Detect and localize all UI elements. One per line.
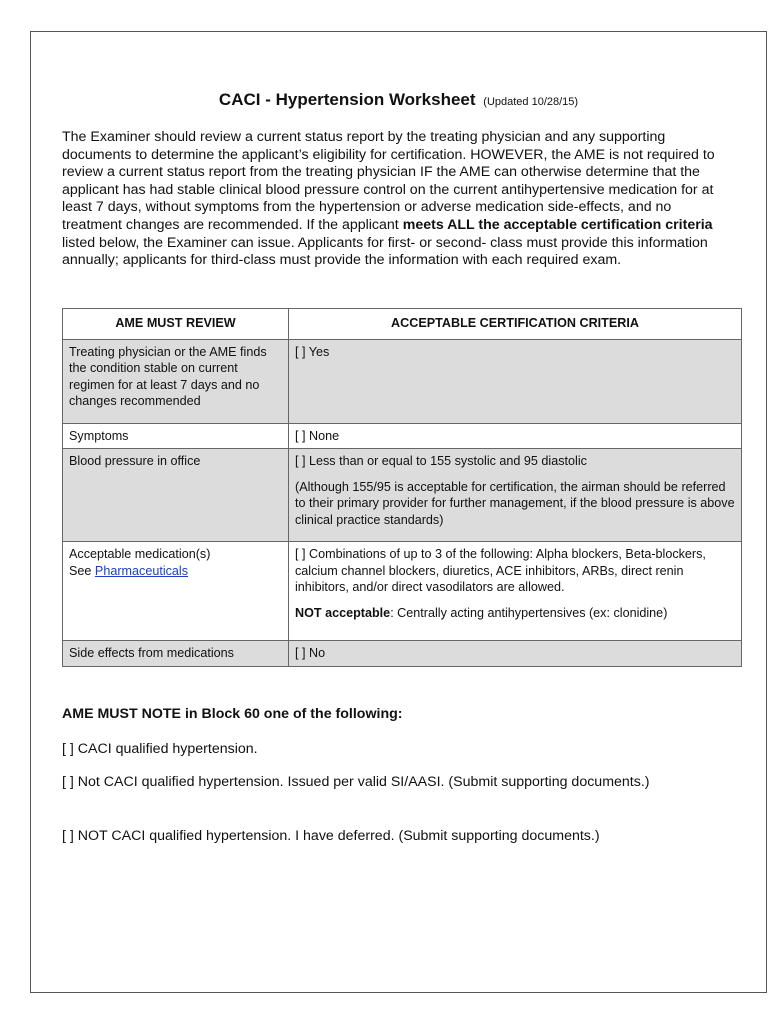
table-row — [63, 449, 742, 542]
note-option-not-qualified-deferred[interactable]: [ ] NOT CACI qualified hypertension. I have deferred. (Submit supporting documents.) — [62, 828, 600, 844]
bp-criteria-checkbox[interactable]: [ ] Less than or equal to 155 systolic and 95 diastolic — [295, 454, 587, 469]
row-criteria-blood-pressure — [289, 449, 742, 542]
page-title — [31, 90, 766, 110]
row-review-stability: Treating physician or the AME finds the condition stable on current regimen for at least 7 days and no changes recommended — [63, 340, 289, 424]
intro-text-1: The Examiner should review a current status report by the treating physician and any supporting documents to determine the applicant’s eligibility for certification. HOWEVER, the AME is not required to review a current status report from the treating physician IF the AME can otherwise determine that the applicant has had stable clinical blood pressure control on the current antihypertensive medication for at least 7 days, without symptoms from the hypertension or adverse medication side-effects, and no treatment changes are recommended. If the applicant — [62, 129, 715, 233]
not-acceptable-label: NOT acceptable — [295, 605, 391, 620]
header-acceptable-criteria: ACCEPTABLE CERTIFICATION CRITERIA — [289, 309, 742, 340]
note-option-not-qualified-issued[interactable]: [ ] Not CACI qualified hypertension. Issued per valid SI/AASI. (Submit supporting documents.) — [62, 774, 650, 790]
row-review-symptoms: Symptoms — [63, 424, 289, 449]
not-acceptable-line — [295, 605, 735, 621]
see-text: See — [69, 563, 95, 578]
medication-see — [69, 563, 282, 579]
not-acceptable-text: : Centrally acting antihypertensives (ex: clonidine) — [390, 605, 668, 620]
row-criteria-side-effects[interactable]: [ ] No — [289, 641, 742, 666]
row-review-medication — [63, 542, 289, 641]
row-criteria-medication — [289, 542, 742, 641]
medication-criteria-checkbox[interactable]: [ ] Combinations of up to 3 of the following: Alpha blockers, Beta-blockers, calcium channel blockers, diuretics, ACE inhibitors, ARBs, direct renin inhibitors, and/or direct vasodilators are allowed. — [295, 547, 706, 595]
table-header-row — [63, 309, 742, 340]
intro-bold: meets ALL the acceptable certification criteria — [402, 216, 713, 233]
table-row — [63, 424, 742, 449]
pharmaceuticals-link[interactable]: Pharmaceuticals — [94, 563, 189, 578]
table-row — [63, 542, 742, 641]
row-review-blood-pressure: Blood pressure in office — [63, 449, 289, 542]
criteria-table — [62, 308, 742, 667]
note-option-qualified[interactable]: [ ] CACI qualified hypertension. — [62, 741, 258, 757]
medication-label: Acceptable medication(s) — [69, 547, 211, 562]
intro-paragraph — [62, 129, 722, 270]
row-review-side-effects: Side effects from medications — [63, 641, 289, 666]
header-ame-must-review: AME MUST REVIEW — [63, 309, 289, 340]
table-row — [63, 340, 742, 424]
table-row — [63, 641, 742, 666]
row-criteria-symptoms[interactable]: [ ] None — [289, 424, 742, 449]
bp-criteria-note: (Although 155/95 is acceptable for certification, the airman should be referred to their primary provider for further management, if the blood pressure is above clinical practice standards) — [295, 479, 735, 527]
title-updated: (Updated 10/28/15) — [483, 96, 579, 108]
title-main: CACI - Hypertension Worksheet — [218, 90, 476, 109]
intro-text-2: listed below, the Examiner can issue. Applicants for first- or second- class must provide this information annually; applicants for third-class must provide the information with each required exam. — [62, 234, 708, 269]
row-criteria-stability[interactable]: [ ] Yes — [289, 340, 742, 424]
notes-heading: AME MUST NOTE in Block 60 one of the following: — [62, 706, 403, 722]
document-page — [30, 31, 767, 993]
